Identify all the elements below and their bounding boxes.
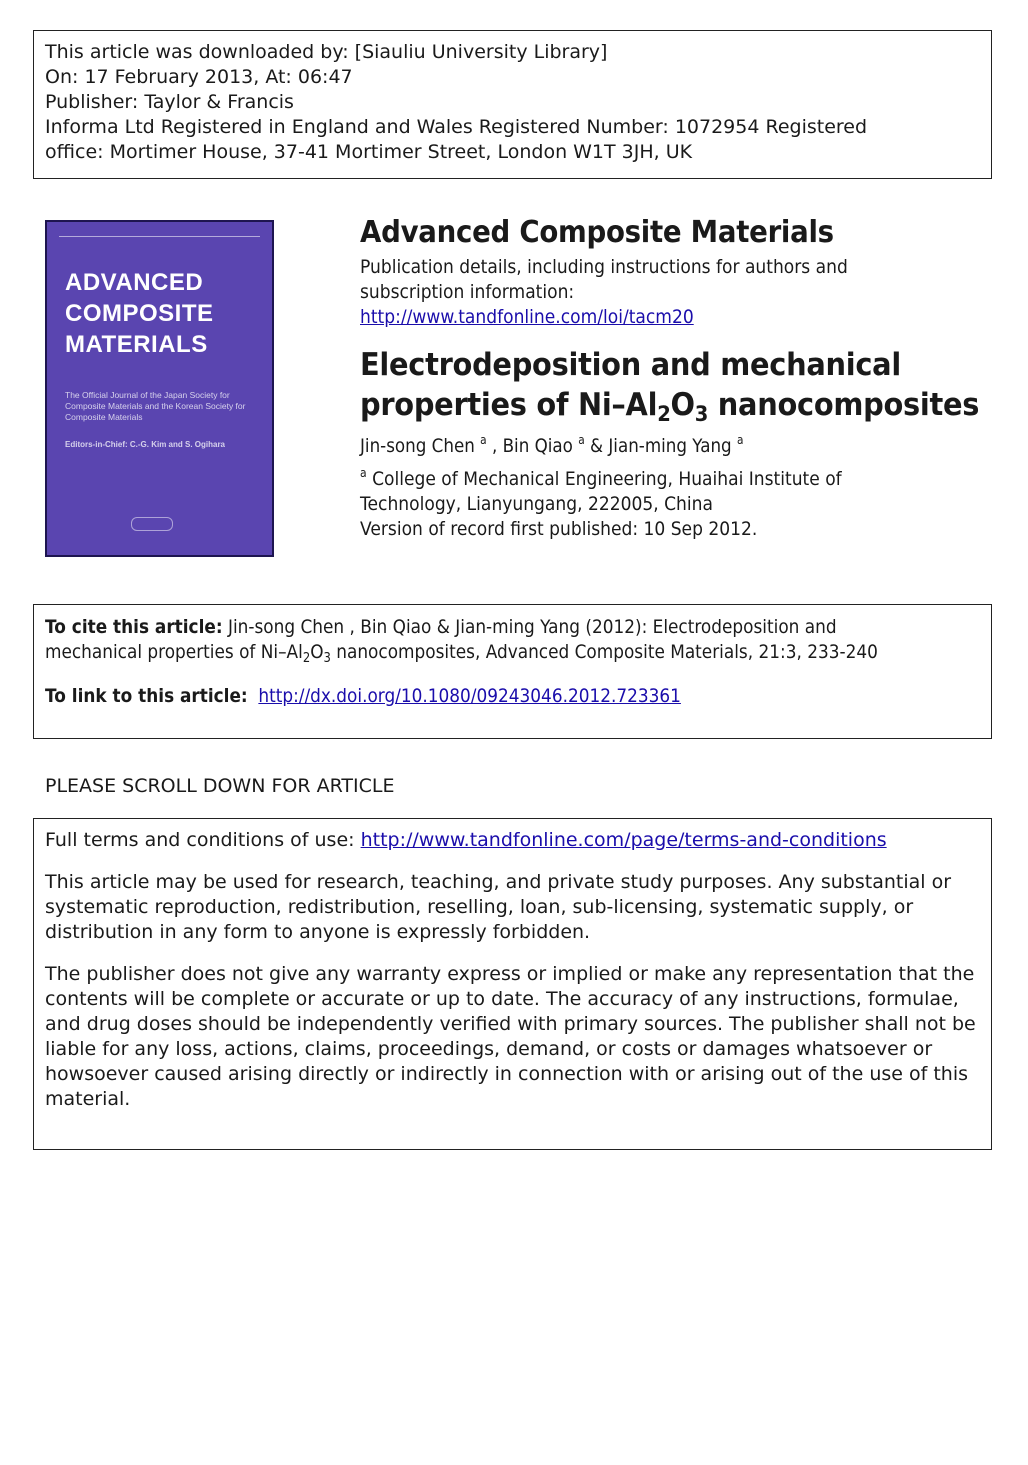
citation-box [33,604,992,739]
download-line: On: 17 February 2013, At: 06:47 [45,66,353,88]
author-separator: & [584,435,609,457]
terms-paragraph: The publisher does not give any warranty express or implied or make any representation that the contents will be complete or accurate or up to date. The accuracy of any instructions, formulae, and drug doses should be independently verified with primary sources. The publisher shall not be liable for any loss, actions, claims, proceedings, demand, or costs or damages whatsoever or howsoever caused arising directly or indirectly in connection with or arising out of the use of this material. [45,963,976,1110]
terms-paragraph: This article may be used for research, teaching, and private study purposes. Any substantial or systematic reproduction, redistribution, reselling, loan, sub-licensing, systematic supply, or distribution in any form to anyone is expressly forbidden. [45,871,952,943]
cover-subtitle: The Official Journal of the Japan Society for Composite Materials and the Korean Society for Composite Materials [65,390,246,422]
author-separator: , [486,435,503,457]
title-subscript: 2 [657,402,671,426]
cover-title-line: COMPOSITE [65,300,214,327]
terms-intro-text: Full terms and conditions of use: [45,829,361,851]
terms-link[interactable]: http://www.tandfonline.com/page/terms-and-conditions [360,829,887,851]
title-text: O [670,387,695,423]
scroll-notice: PLEASE SCROLL DOWN FOR ARTICLE [45,775,395,797]
citation-text: mechanical properties of Ni–Al [45,641,303,663]
article-title-line: Electrodeposition and mechanical [360,347,901,383]
citation-text: nanocomposites, Advanced Composite Materials, 21:3, 233-240 [330,641,878,663]
link-label: To link to this article: [45,685,248,707]
journal-link[interactable]: http://www.tandfonline.com/loi/tacm20 [360,306,694,328]
citation-line [45,640,877,665]
author-affil-mark: a [578,433,585,447]
title-text: nanocomposites [708,387,980,423]
cover-title-line: MATERIALS [65,331,208,358]
cover-rule [59,236,260,237]
article-title [360,345,992,425]
citation-line [45,615,877,640]
citation-text: O [310,641,324,663]
author-affil-mark: a [736,433,744,447]
terms-box [33,818,992,1150]
citation-subscript: 2 [302,651,311,666]
article-link-line [45,684,877,709]
download-line: This article was downloaded by: [Siauliu University Library] [45,41,608,63]
journal-name: Advanced Composite Materials [360,215,834,250]
citation-subscript: 3 [323,651,331,666]
download-notice-box [33,30,992,179]
download-line: office: Mortimer House, 37-41 Mortimer Street, London W1T 3JH, UK [45,141,693,163]
author-name: Jian-ming Yang [608,435,732,457]
affiliation-mark: a [360,466,367,480]
download-line: Publisher: Taylor & Francis [45,91,294,113]
title-subscript: 3 [694,402,709,426]
doi-link[interactable]: http://dx.doi.org/10.1080/09243046.2012.723361 [258,685,681,707]
author-list [360,434,923,459]
publication-details: Publication details, including instructions for authors and subscription information: [360,256,848,303]
title-text: properties of Ni–Al [360,387,658,423]
author-name: Bin Qiao [502,435,573,457]
cover-title [65,267,214,360]
journal-link-wrap [360,305,936,330]
article-title-line [360,385,992,425]
terms-intro [45,828,980,853]
affiliation-text: College of Mechanical Engineering, Huaihai Institute of Technology, Lianyungang, 222005, China [360,468,842,515]
publisher-logo-icon [131,517,173,531]
cover-title-line: ADVANCED [65,269,204,296]
author-name: Jin-song Chen [360,435,475,457]
citation-text: Jin-song Chen , Bin Qiao & Jian-ming Yang (2012): Electrodeposition and [222,616,837,638]
version-of-record: Version of record first published: 10 Sep 2012. [360,518,758,540]
affiliation [360,467,909,517]
author-affil-mark: a [480,433,487,447]
download-line: Informa Ltd Registered in England and Wales Registered Number: 1072954 Registered [45,116,868,138]
cover-editors: Editors-in-Chief: C.-G. Kim and S. Ogihara [65,440,226,449]
citation-label: To cite this article: [45,616,223,638]
journal-cover-image [45,220,274,557]
